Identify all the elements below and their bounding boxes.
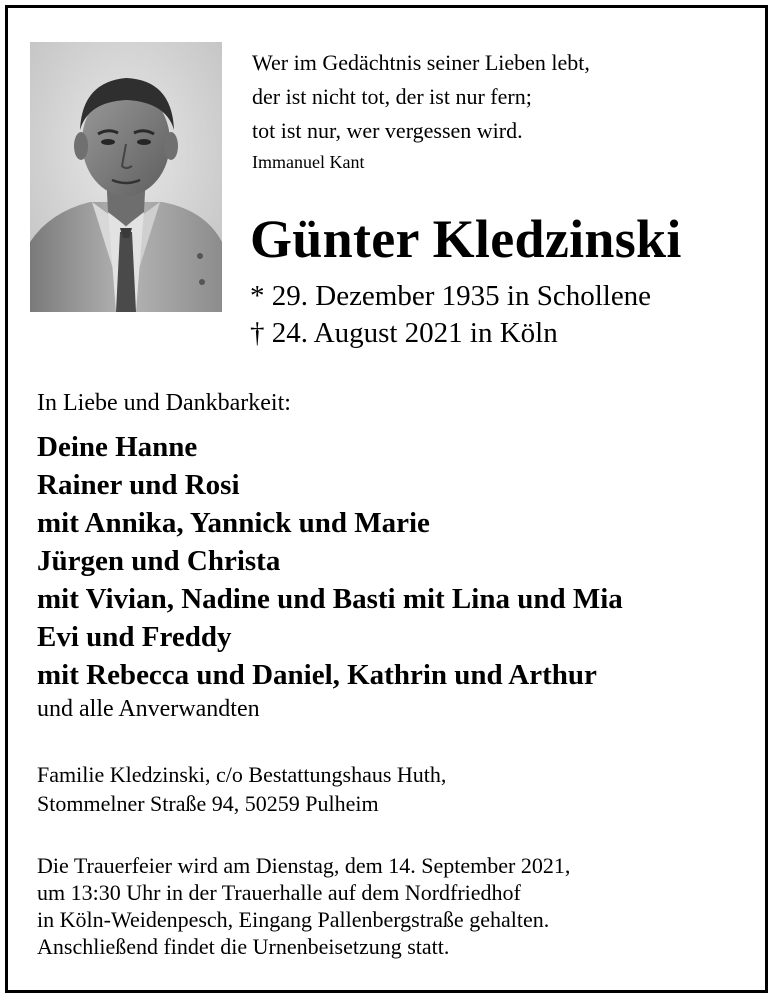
mourners-list bbox=[37, 428, 623, 694]
contact-address bbox=[37, 760, 446, 818]
funeral-service-info bbox=[37, 852, 570, 960]
mourner-line: mit Annika, Yannick und Marie bbox=[37, 507, 430, 539]
service-line: in Köln-Weidenpesch, Eingang Pallenbergstraße gehalten. bbox=[37, 907, 550, 932]
address-line: Familie Kledzinski, c/o Bestattungshaus Huth, bbox=[37, 762, 447, 787]
quote-line: tot ist nur, wer vergessen wird. bbox=[252, 118, 523, 143]
quote-author: Immanuel Kant bbox=[252, 152, 365, 172]
thanks-intro: In Liebe und Dankbarkeit: bbox=[37, 390, 291, 416]
service-line: Anschließend findet die Urnenbeisetzung statt. bbox=[37, 934, 450, 959]
mourner-line: Evi und Freddy bbox=[37, 621, 232, 653]
address-line: Stommelner Straße 94, 50259 Pulheim bbox=[37, 791, 379, 816]
service-line: um 13:30 Uhr in der Trauerhalle auf dem Nordfriedhof bbox=[37, 880, 521, 905]
memorial-quote bbox=[252, 46, 732, 174]
service-line: Die Trauerfeier wird am Dienstag, dem 14. September 2021, bbox=[37, 853, 571, 878]
quote-line: der ist nicht tot, der ist nur fern; bbox=[252, 84, 532, 109]
birth-date: * 29. Dezember 1935 in Schollene bbox=[250, 280, 652, 312]
mourner-line: Deine Hanne bbox=[37, 431, 198, 463]
mourner-line: mit Vivian, Nadine und Basti mit Lina und Mia bbox=[37, 583, 623, 615]
mourner-line: Jürgen und Christa bbox=[37, 545, 281, 577]
portrait-image bbox=[30, 42, 222, 312]
life-dates bbox=[250, 278, 651, 352]
death-date: † 24. August 2021 in Köln bbox=[250, 317, 558, 349]
mourner-line: Rainer und Rosi bbox=[37, 469, 240, 501]
mourner-line: mit Rebecca und Daniel, Kathrin und Arthur bbox=[37, 659, 597, 691]
portrait-photo bbox=[30, 42, 222, 312]
quote-line: Wer im Gedächtnis seiner Lieben lebt, bbox=[252, 50, 590, 75]
deceased-name: Günter Kledzinski bbox=[250, 209, 682, 269]
relatives-line: und alle Anverwandten bbox=[37, 696, 260, 722]
